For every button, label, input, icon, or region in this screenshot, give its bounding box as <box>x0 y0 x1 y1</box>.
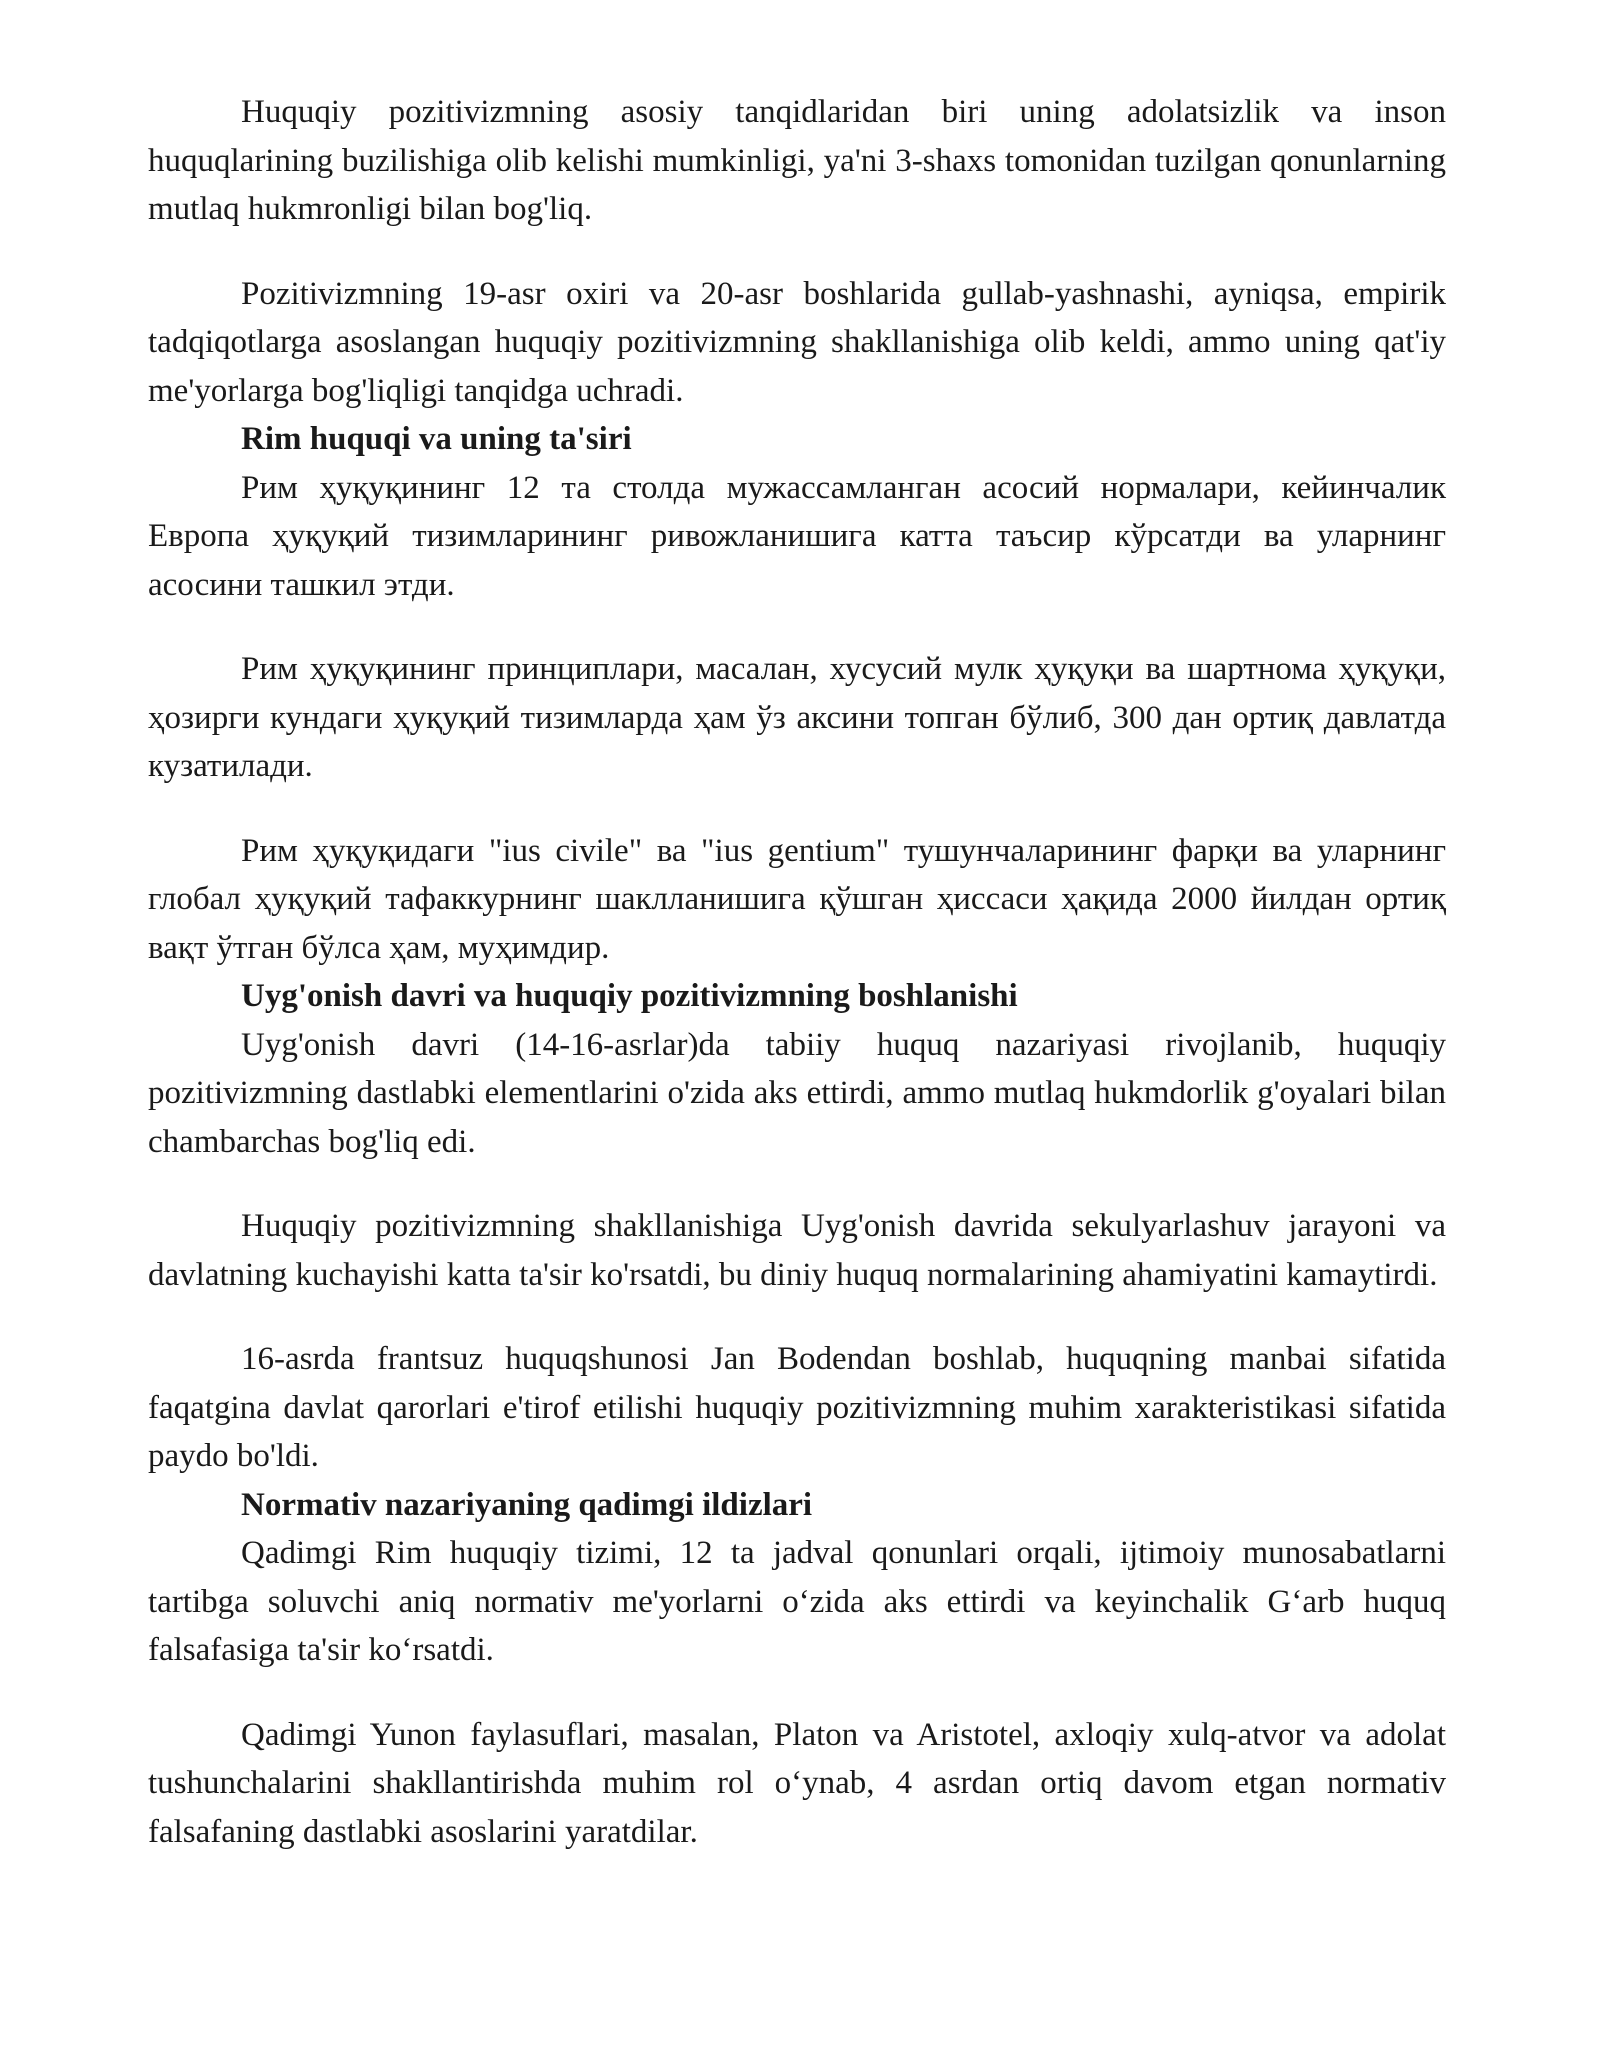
paragraph: Рим ҳуқуқидаги "ius civile" ва "ius gentium" тушунчаларининг фарқи ва уларнинг глобал ҳуқуқий тафаккурнинг шаклланишига қўшган ҳиссаси ҳақида 2000 йилдан ортиқ вақт ўтган бўлса ҳам, муҳимдир. <box>148 832 1446 966</box>
paragraph: Uyg'onish davri (14-16-asrlar)da tabiiy huquq nazariyasi rivojlanib, huquqiy pozitivizmning dastlabki elementlarini o'zida aks ettirdi, ammo mutlaq hukmdorlik g'oyalari bilan chambarchas bog'liq edi. <box>148 1026 1446 1160</box>
paragraph: Qadimgi Yunon faylasuflari, masalan, Platon va Aristotel, axloqiy xulq-atvor va adolat tushunchalarini shakllantirishda muhim rol oʻynab, 4 asrdan ortiq davom etgan normativ falsafaning dastlabki asoslarini yaratdilar. <box>148 1716 1446 1850</box>
paragraph: Huquqiy pozitivizmning asosiy tanqidlaridan biri uning adolatsizlik va inson huquqlarining buzilishiga olib kelishi mumkinligi, ya'ni 3-shaxs tomonidan tuzilgan qonunlarning mutlaq hukmronligi bilan bog'liq. <box>148 94 1446 227</box>
section-heading: Rim huquqi va uning ta'siri <box>241 421 632 457</box>
document-page <box>148 88 1446 1856</box>
section-heading: Uyg'onish davri va huquqiy pozitivizmning boshlanishi <box>241 978 1018 1014</box>
paragraph: Qadimgi Rim huquqiy tizimi, 12 ta jadval qonunlari orqali, ijtimoiy munosabatlarni tartibga soluvchi aniq normativ me'yorlarni oʻzida aks ettirdi va keyinchalik Gʻarb huquq falsafasiga ta'sir koʻrsatdi. <box>148 1535 1446 1668</box>
paragraph: 16-asrda frantsuz huquqshunosi Jan Bodendan boshlab, huquqning manbai sifatida faqatgina davlat qarorlari e'tirof etilishi huquqiy pozitivizmning muhim xarakteristikasi sifatida paydo bo'ldi. <box>148 1341 1446 1474</box>
paragraph: Рим ҳуқуқининг принциплари, масалан, хусусий мулк ҳуқуқи ва шартнома ҳуқуқи, ҳозирги кундаги ҳуқуқий тизимларда ҳам ўз аксини топган бўлиб, 300 дан ортиқ давлатда кузатилади. <box>148 651 1446 784</box>
paragraph: Рим ҳуқуқининг 12 та столда мужассамланган асосий нормалари, кейинчалик Европа ҳуқуқий тизимларининг ривожланишига катта таъсир кўрсатди ва уларнинг асосини ташкил этди. <box>148 469 1446 603</box>
section-heading: Normativ nazariyaning qadimgi ildizlari <box>241 1486 813 1523</box>
paragraph: Huquqiy pozitivizmning shakllanishiga Uyg'onish davrida sekulyarlashuv jarayoni va davlatning kuchayishi katta ta'sir ko'rsatdi, bu diniy huquq normalarining ahamiyatini kamaytirdi. <box>148 1208 1446 1293</box>
paragraph: Pozitivizmning 19-asr oxiri va 20-asr boshlarida gullab-yashnashi, ayniqsa, empirik tadqiqotlarga asoslangan huquqiy pozitivizmning shakllanishiga olib keldi, ammo uning qat'iy me'yorlarga bog'liqligi tanqidga uchradi. <box>148 275 1446 409</box>
